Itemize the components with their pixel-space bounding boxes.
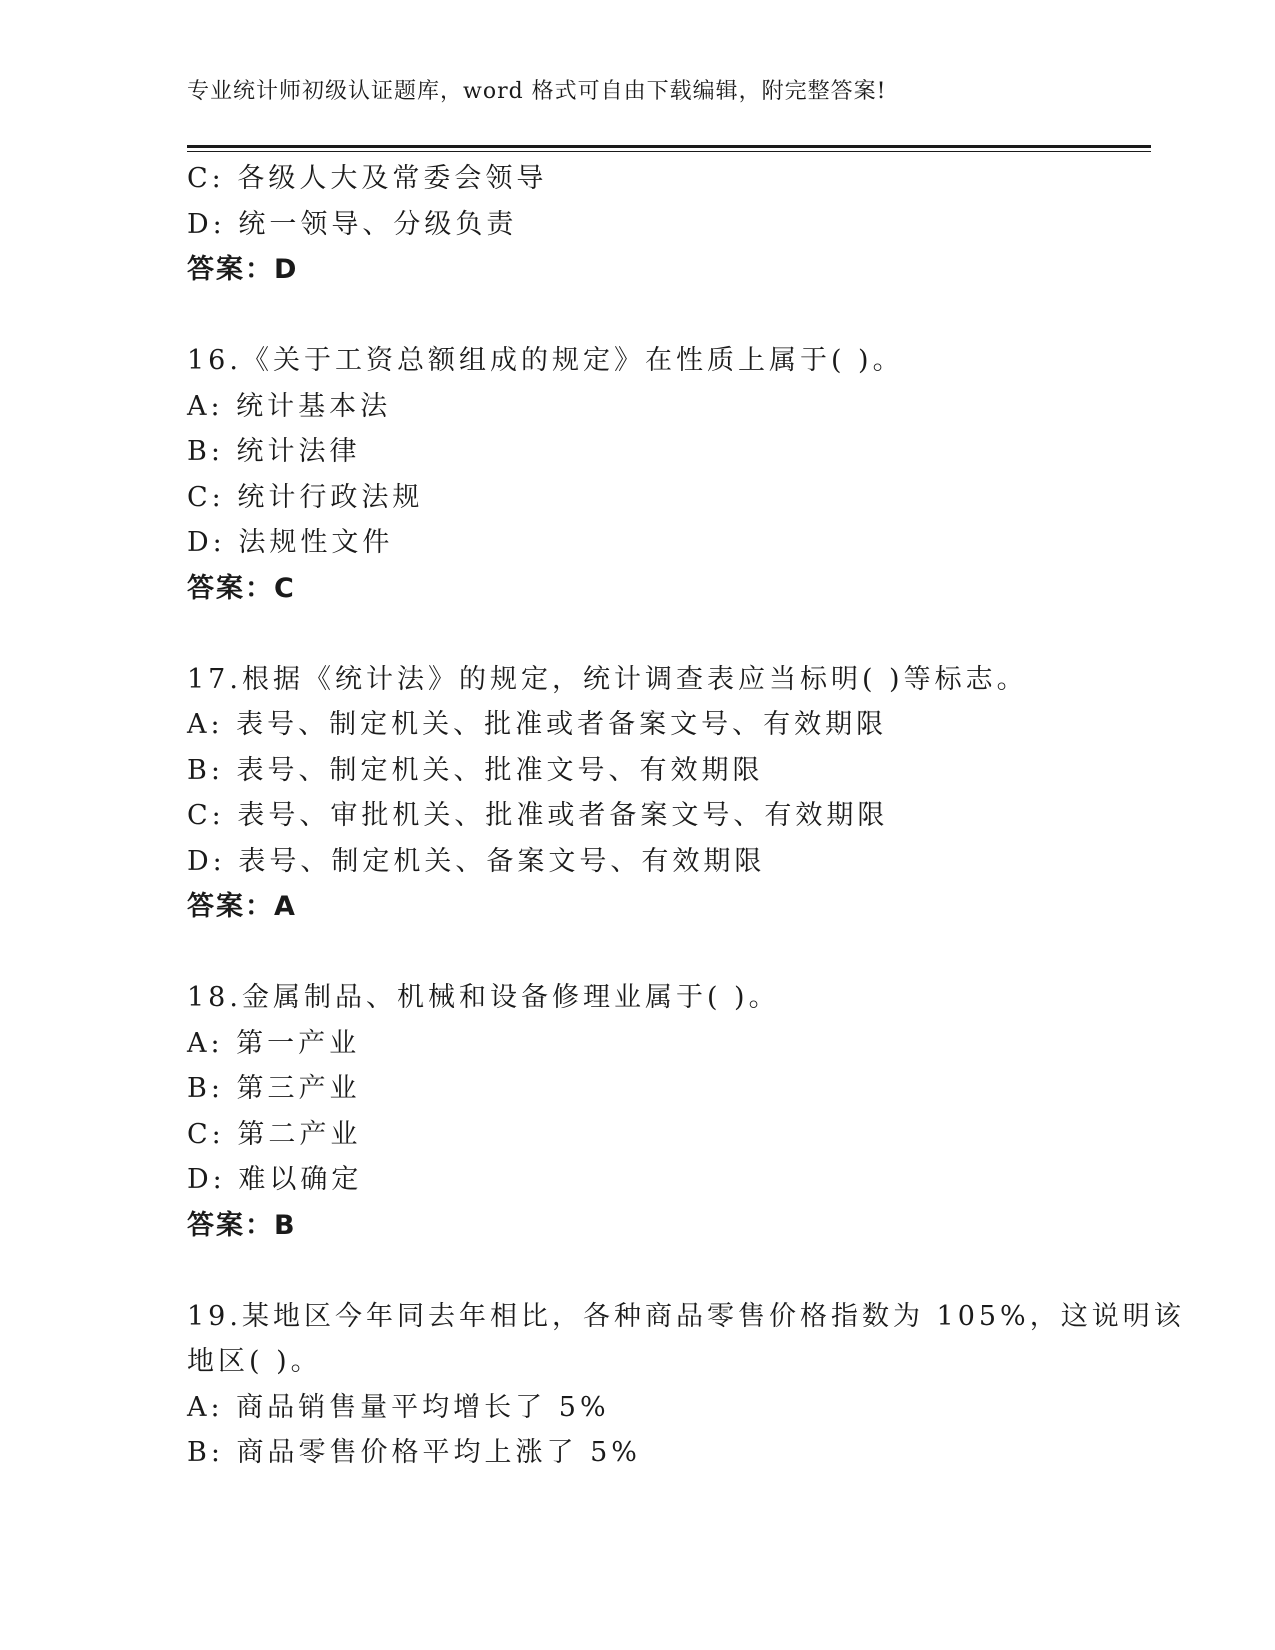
- option-line: C: 统计行政法规: [187, 481, 424, 513]
- answer-line: 答案：C: [187, 572, 296, 604]
- option-line: A: 表号、制定机关、批准或者备案文号、有效期限: [187, 709, 888, 740]
- option-line: D: 法规性文件: [187, 527, 394, 558]
- option-line: A: 统计基本法: [187, 390, 392, 422]
- header-rule-thick: [187, 145, 1151, 148]
- question-list: [187, 156, 1185, 1476]
- option-line: D: 统一领导、分级负责: [187, 208, 518, 240]
- spacer: [187, 293, 1151, 339]
- question-text: 地区( )。: [187, 1346, 322, 1377]
- question-text: 18.金属制品、机械和设备修理业属于( )。: [187, 982, 780, 1013]
- answer-line: 答案：A: [187, 891, 297, 922]
- option-line: A: 商品销售量平均增长了 5%: [187, 1391, 610, 1423]
- page-header: 专业统计师初级认证题库，word 格式可自由下载编辑，附完整答案!: [187, 79, 887, 104]
- option-line: B: 商品零售价格平均上涨了 5%: [187, 1437, 641, 1468]
- option-line: A: 第一产业: [187, 1027, 361, 1059]
- option-line: B: 第三产业: [187, 1073, 361, 1104]
- question-text: 17.根据《统计法》的规定，统计调查表应当标明( )等标志。: [187, 663, 1028, 695]
- option-line: D: 难以确定: [187, 1164, 363, 1195]
- spacer: [187, 611, 1151, 657]
- option-line: B: 统计法律: [187, 436, 361, 467]
- spacer: [187, 930, 1151, 976]
- option-line: D: 表号、制定机关、备案文号、有效期限: [187, 845, 766, 877]
- option-line: C: 第二产业: [187, 1118, 362, 1150]
- header-rule-thin: [187, 151, 1151, 152]
- question-text: 19.某地区今年同去年相比，各种商品零售价格指数为 105%，这说明该: [187, 1300, 1185, 1332]
- option-line: C: 表号、审批机关、批准或者备案文号、有效期限: [187, 800, 889, 831]
- option-line: B: 表号、制定机关、批准文号、有效期限: [187, 754, 764, 786]
- question-text: 16.《关于工资总额组成的规定》在性质上属于( )。: [187, 345, 904, 376]
- answer-line: 答案：B: [187, 1209, 297, 1241]
- spacer: [187, 1248, 1151, 1294]
- option-line: C: 各级人大及常委会领导: [187, 163, 548, 194]
- answer-line: 答案：D: [187, 254, 299, 285]
